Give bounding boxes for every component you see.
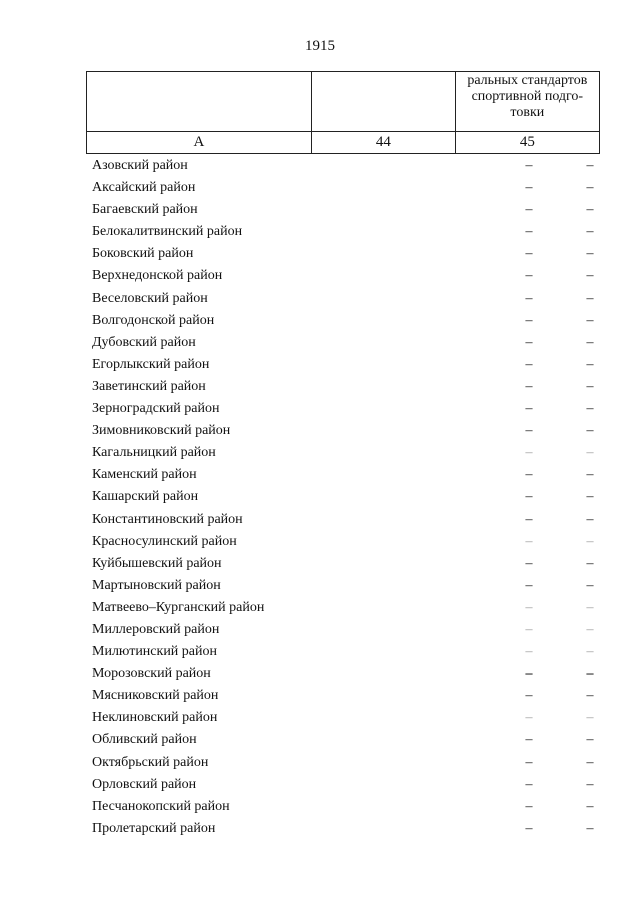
value-col-44: – (525, 467, 533, 483)
table-row (86, 311, 600, 333)
district-name: Кашарский район (92, 489, 199, 505)
value-col-44: – (525, 180, 533, 196)
value-col-44: – (525, 401, 533, 417)
column-label-44: 44 (311, 132, 455, 154)
value-col-45: – (586, 533, 594, 549)
district-name: Дубовский район (92, 334, 196, 350)
value-col-44: – (525, 776, 533, 792)
table-row (86, 664, 600, 686)
district-name: Пролетарский район (92, 820, 216, 836)
value-col-44: – (525, 224, 533, 240)
table-row (86, 399, 600, 421)
district-name: Веселовский район (92, 290, 208, 306)
column-label-45: 45 (455, 132, 599, 154)
district-name: Азовский район (92, 158, 188, 173)
table-row (86, 532, 600, 554)
table-row (86, 443, 600, 465)
value-col-45: – (586, 445, 594, 461)
value-col-45: – (586, 180, 594, 196)
table-row (86, 819, 600, 841)
table-row (86, 200, 600, 222)
value-col-44: – (525, 533, 533, 549)
header-cell-44 (311, 72, 455, 132)
value-col-45: – (586, 666, 594, 682)
value-col-44: – (525, 290, 533, 306)
value-col-44: – (525, 754, 533, 770)
table-body (86, 156, 600, 841)
district-name: Егорлыкский район (92, 356, 210, 372)
header-continuation-line: спортивной подго- (471, 89, 584, 104)
value-col-44: – (525, 334, 533, 350)
table-row (86, 598, 600, 620)
district-name: Верхнедонской район (92, 268, 223, 284)
district-name: Милютинский район (92, 644, 218, 660)
value-col-45: – (586, 467, 594, 483)
district-name: Красносулинский район (92, 533, 237, 549)
district-name: Заветинский район (92, 378, 206, 394)
table-row (86, 244, 600, 266)
header-cell-name (87, 72, 312, 132)
value-col-45: – (586, 356, 594, 372)
value-col-44: – (525, 202, 533, 218)
district-name: Куйбышевский район (92, 555, 222, 571)
header-continuation-line: товки (510, 105, 545, 120)
value-col-45: – (586, 334, 594, 350)
table-row (86, 222, 600, 244)
district-name: Орловский район (92, 776, 197, 792)
district-name: Неклиновский район (92, 710, 218, 726)
table-row (86, 554, 600, 576)
value-col-44: – (525, 445, 533, 461)
value-col-45: – (586, 378, 594, 394)
value-col-45: – (586, 224, 594, 240)
district-name: Октябрьский район (92, 754, 209, 770)
district-name: Константиновский район (92, 511, 243, 527)
value-col-45: – (586, 423, 594, 439)
table-row (86, 686, 600, 708)
district-name: Матвеево–Курганский район (92, 599, 265, 615)
column-label-a: А (87, 132, 312, 154)
value-col-45: – (586, 268, 594, 284)
district-name: Аксайский район (92, 180, 196, 196)
district-name: Зерноградский район (92, 401, 220, 417)
value-col-44: – (525, 666, 533, 682)
value-col-44: – (525, 158, 533, 173)
district-name: Боковский район (92, 246, 194, 262)
header-continuation-line: ральных стандартов (467, 73, 588, 88)
value-col-45: – (586, 401, 594, 417)
table-row (86, 797, 600, 819)
district-name: Волгодонской район (92, 312, 215, 328)
table-row (86, 421, 600, 443)
table-row (86, 377, 600, 399)
value-col-44: – (525, 246, 533, 262)
value-col-44: – (525, 599, 533, 615)
table-row (86, 708, 600, 730)
value-col-44: – (525, 688, 533, 704)
district-name: Кагальницкий район (92, 445, 216, 461)
value-col-45: – (586, 798, 594, 814)
value-col-45: – (586, 312, 594, 328)
district-name: Обливский район (92, 732, 197, 748)
district-name: Миллеровский район (92, 621, 220, 637)
table-row (86, 156, 600, 178)
value-col-45: – (586, 599, 594, 615)
district-name: Мартыновский район (92, 577, 221, 593)
value-col-45: – (586, 754, 594, 770)
value-col-44: – (525, 732, 533, 748)
value-col-44: – (525, 356, 533, 372)
value-col-44: – (525, 555, 533, 571)
page-number: 1915 (305, 38, 335, 54)
district-name: Песчанокопский район (92, 798, 230, 814)
table-row (86, 289, 600, 311)
district-name: Мясниковский район (92, 688, 219, 704)
table-row (86, 730, 600, 752)
district-name: Белокалитвинский район (92, 224, 243, 240)
table-row (86, 576, 600, 598)
table-row (86, 465, 600, 487)
table-row (86, 178, 600, 200)
value-col-45: – (586, 246, 594, 262)
value-col-44: – (525, 268, 533, 284)
value-col-44: – (525, 312, 533, 328)
header-cell-45 (455, 72, 599, 132)
district-name: Морозовский район (92, 666, 211, 682)
table-row (86, 333, 600, 355)
district-name: Каменский район (92, 467, 197, 483)
value-col-45: – (586, 732, 594, 748)
header-row-continuation (87, 72, 600, 132)
value-col-44: – (525, 577, 533, 593)
value-col-45: – (586, 820, 594, 836)
table-row (86, 753, 600, 775)
header-row-numbers (87, 132, 600, 154)
value-col-45: – (586, 776, 594, 792)
table-row (86, 266, 600, 288)
value-col-44: – (525, 489, 533, 505)
value-col-44: – (525, 423, 533, 439)
value-col-44: – (525, 644, 533, 660)
value-col-45: – (586, 489, 594, 505)
table-row (86, 620, 600, 642)
value-col-45: – (586, 511, 594, 527)
value-col-45: – (586, 577, 594, 593)
table-row (86, 775, 600, 797)
value-col-45: – (586, 202, 594, 218)
value-col-44: – (525, 820, 533, 836)
value-col-44: – (525, 511, 533, 527)
value-col-44: – (525, 710, 533, 726)
value-col-44: – (525, 621, 533, 637)
value-col-45: – (586, 158, 594, 173)
value-col-44: – (525, 798, 533, 814)
table-row (86, 510, 600, 532)
table-row (86, 487, 600, 509)
value-col-45: – (586, 555, 594, 571)
value-col-44: – (525, 378, 533, 394)
table-row (86, 642, 600, 664)
value-col-45: – (586, 621, 594, 637)
district-name: Зимовниковский район (92, 423, 231, 439)
district-name: Багаевский район (92, 202, 198, 218)
value-col-45: – (586, 688, 594, 704)
table-header (86, 71, 600, 154)
value-col-45: – (586, 644, 594, 660)
value-col-45: – (586, 290, 594, 306)
table-row (86, 355, 600, 377)
value-col-45: – (586, 710, 594, 726)
